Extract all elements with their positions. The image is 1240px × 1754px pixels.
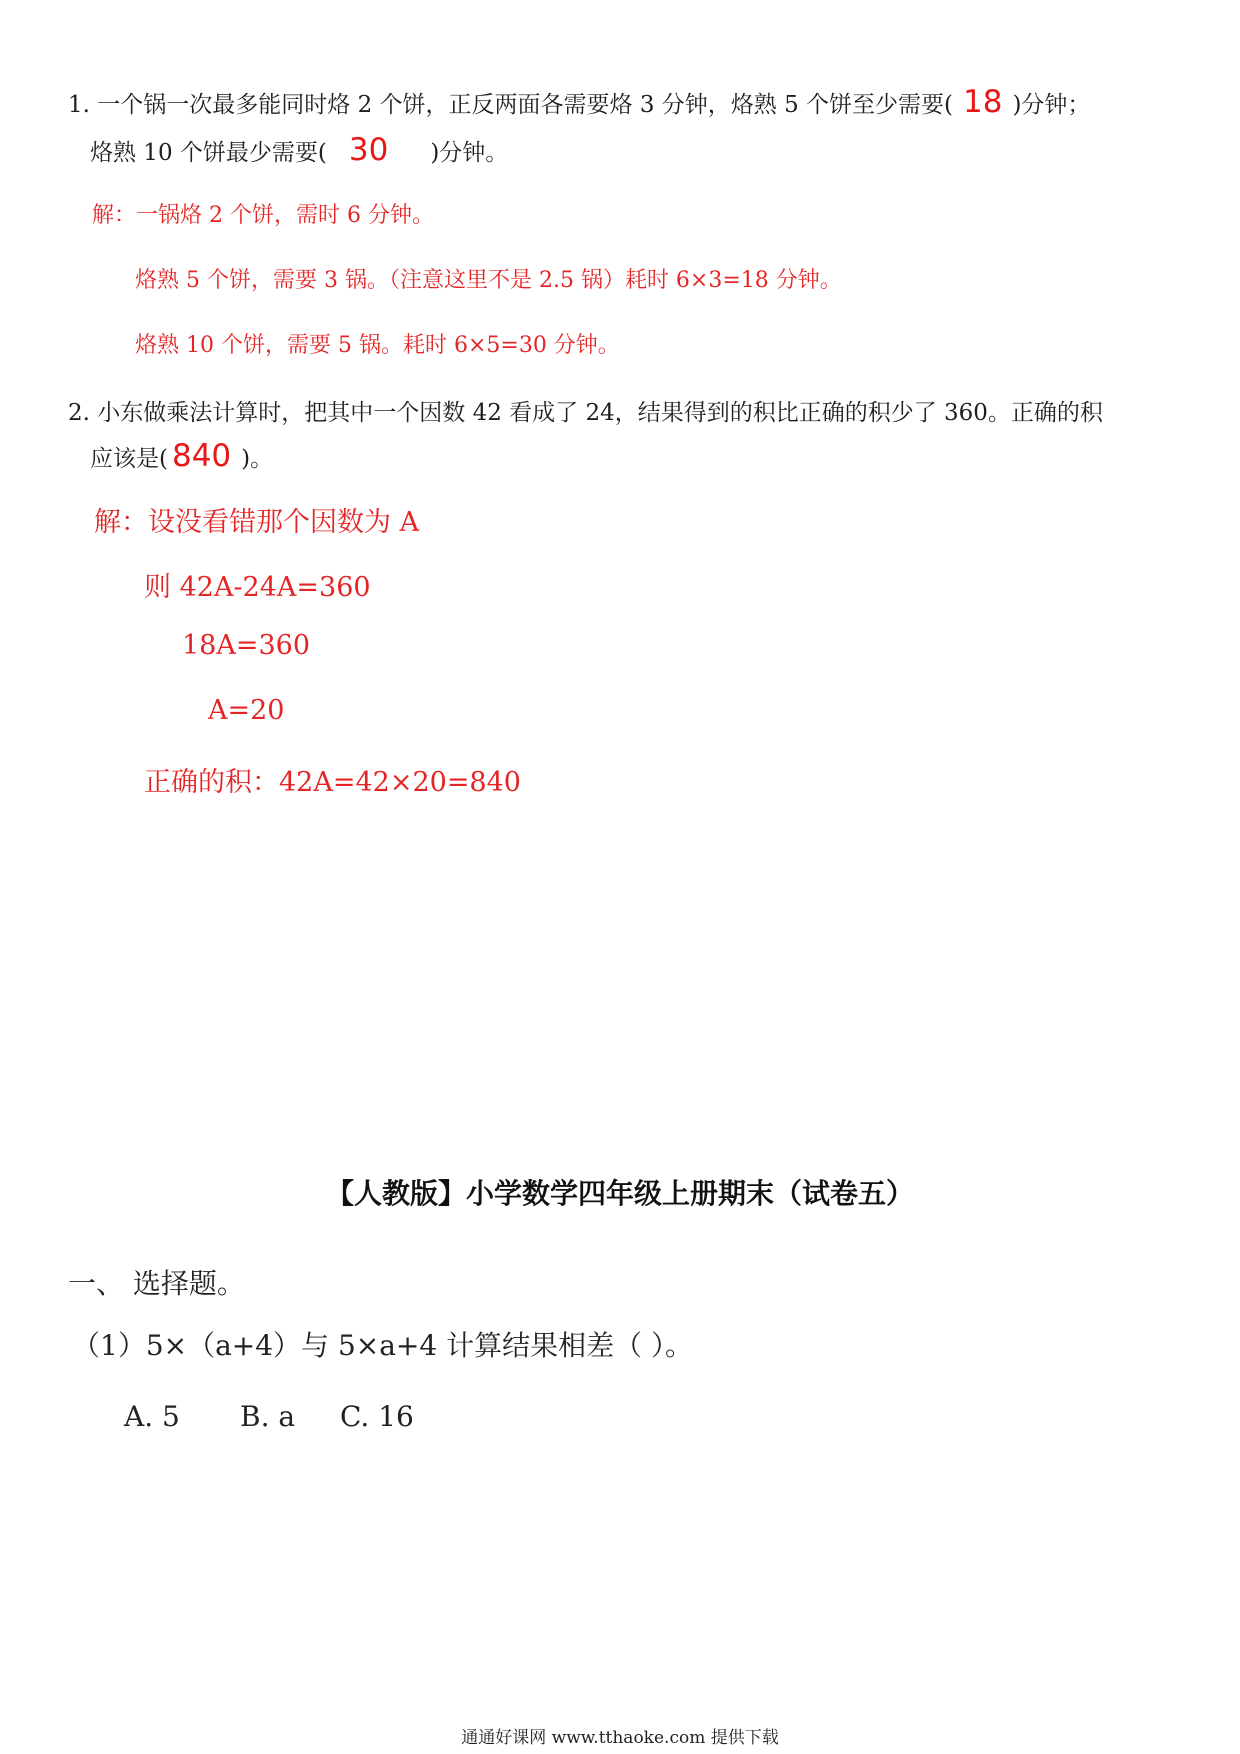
q2-solution-line-2: 则 42A-24A=360 [144, 572, 371, 603]
option-c: C. 16 [340, 1400, 414, 1433]
footer-text: 通通好课网 www.tthaoke.com 提供下载 [461, 1728, 779, 1748]
q1-answer-2: 30 [348, 132, 389, 168]
q1-solution-line-1: 解：一锅烙 2 个饼，需时 6 分钟。 [92, 203, 434, 228]
q2-solution-line-5: 正确的积：42A=42×20=840 [144, 767, 521, 798]
option-a: A. 5 [124, 1400, 180, 1433]
q2-solution-line-1: 解：设没看错那个因数为 A [94, 507, 420, 538]
q2-line2-text-a: 应该是( [90, 446, 168, 472]
q2-line2-text-b: )。 [241, 446, 274, 472]
exam-title: 【人教版】小学数学四年级上册期末（试卷五） [325, 1177, 914, 1210]
option-b: B. a [240, 1400, 296, 1433]
q1-solution-line-2: 烙熟 5 个饼，需要 3 锅。（注意这里不是 2.5 锅）耗时 6×3=18 分钟。 [135, 268, 842, 293]
q2-line1: 2. 小东做乘法计算时，把其中一个因数 42 看成了 24，结果得到的积比正确的积少了 360。正确的积 [68, 400, 1103, 426]
q1-line2-text-a: 烙熟 10 个饼最少需要( [90, 140, 327, 166]
q2-line2 [90, 438, 273, 474]
q1-line1-text-a: 1. 一个锅一次最多能同时烙 2 个饼，正反两面各需要烙 3 分钟，烙熟 5 个饼至少需要( [68, 92, 953, 118]
q1-line2-text-b: )分钟。 [430, 140, 509, 166]
q1-answer-1: 18 [963, 84, 1003, 120]
choice-question-1: （1）5×（a+4）与 5×a+4 计算结果相差（ ）。 [72, 1329, 694, 1362]
q1-line1-text-b: )分钟； [1012, 92, 1091, 118]
q1-solution-line-3: 烙熟 10 个饼，需要 5 锅。耗时 6×5=30 分钟。 [135, 333, 620, 358]
q2-answer: 840 [171, 438, 232, 474]
section-heading: 一、 选择题。 [68, 1267, 245, 1300]
q1-line1 [68, 84, 1090, 120]
q2-solution-line-3: 18A=360 [182, 630, 311, 661]
q2-solution-line-4: A=20 [208, 695, 285, 726]
q1-line2 [90, 132, 508, 168]
